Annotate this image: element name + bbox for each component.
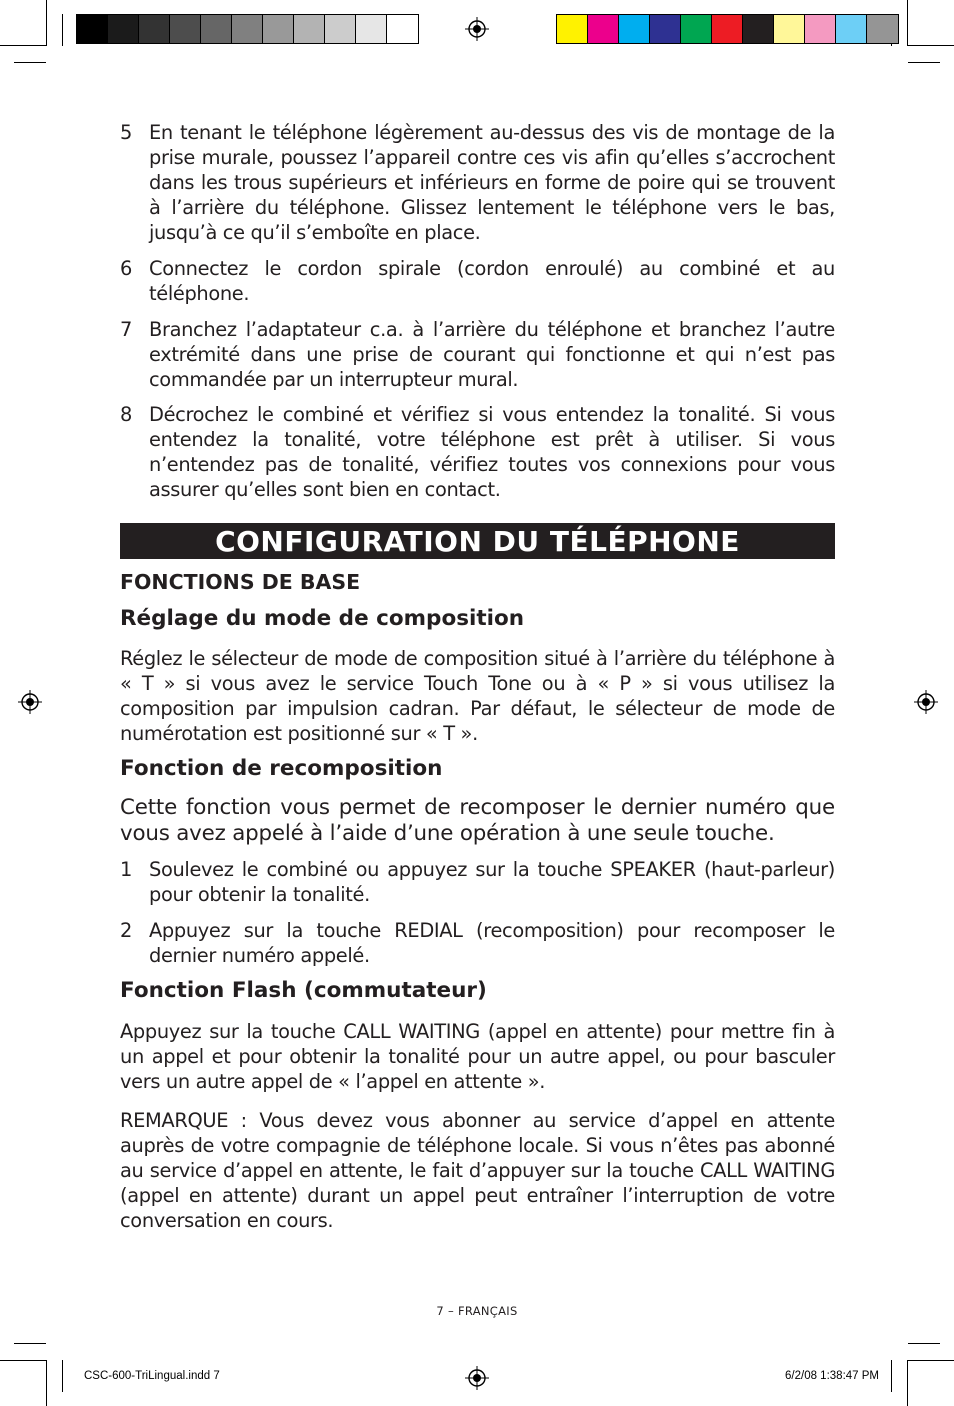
color-swatch — [774, 15, 805, 43]
color-swatch-bar — [556, 14, 899, 44]
crop-mark — [46, 1360, 47, 1406]
color-swatch — [619, 15, 650, 43]
registration-mark-icon — [18, 690, 42, 714]
crop-mark — [908, 1343, 940, 1344]
step-text: Soulevez le combiné ou appuyez sur la touche SPEAKER (haut-parleur) pour obtenir la tonalité. — [149, 858, 835, 906]
redial-heading: Fonction de recomposition — [120, 756, 443, 781]
file-slug: CSC-600-TriLingual.indd 7 — [84, 1370, 220, 1382]
step-number: 7 — [120, 318, 132, 341]
registration-mark-icon — [914, 690, 938, 714]
crop-mark — [907, 0, 908, 46]
basic-functions-heading: FONCTIONS DE BASE — [120, 570, 361, 594]
section-title-banner: CONFIGURATION DU TÉLÉPHONE — [120, 523, 835, 559]
step-text: Branchez l’adaptateur c.a. à l’arrière du téléphone et branchez l’autre extrémité dans une prise de courant qui fonctionne et qui n’est pas commandée par un interrupteur mural. — [149, 318, 835, 391]
dial-mode-paragraph: Réglez le sélecteur de mode de composition situé à l’arrière du téléphone à « T » si vous avez le service Touch Tone ou à « P » si vous utilisez la composition par impulsion cadran. Par défaut, le sélecteur de mode de numérotation est positionné sur « T ». — [120, 647, 835, 745]
color-swatch — [139, 15, 170, 43]
color-swatch — [650, 15, 681, 43]
flash-paragraph: Appuyez sur la touche CALL WAITING (appel en attente) pour mettre fin à un appel et pour obtenir la tonalité pour un autre appel, ou pour basculer vers un autre appel de « l’appel en attente ». — [120, 1020, 835, 1093]
step-number: 6 — [120, 257, 132, 280]
color-swatch — [325, 15, 356, 43]
crop-mark — [46, 0, 47, 46]
color-swatch — [77, 15, 108, 43]
list-item — [120, 402, 835, 502]
step-text: En tenant le téléphone légèrement au-dessus des vis de montage de la prise murale, poussez l’appareil contre ces vis afin qu’elles s’accrochent dans les trous supérieurs et inférieurs en forme de poire qui se trouvent à l’arrière du téléphone. Glissez lentement le téléphone vers le bas, jusqu’à ce qu’il s’emboîte en place. — [149, 121, 835, 244]
step-number: 5 — [120, 121, 132, 144]
color-swatch — [743, 15, 774, 43]
step-text: Connectez le cordon spirale (cordon enroulé) au combiné et au téléphone. — [149, 257, 835, 305]
crop-mark — [908, 45, 954, 46]
step-text: Appuyez sur la touche REDIAL (recomposition) pour recomposer le dernier numéro appelé. — [149, 919, 835, 967]
step-number: 1 — [120, 858, 132, 881]
color-swatch — [557, 15, 588, 43]
crop-mark — [62, 1360, 63, 1392]
color-swatch — [712, 15, 743, 43]
timestamp-slug: 6/2/08 1:38:47 PM — [785, 1370, 879, 1382]
color-swatch — [201, 15, 232, 43]
color-swatch — [108, 15, 139, 43]
color-swatch — [294, 15, 325, 43]
redial-intro: Cette fonction vous permet de recomposer le dernier numéro que vous avez appelé à l’aide d’une opération à une seule touche. — [120, 795, 835, 846]
color-swatch — [232, 15, 263, 43]
crop-mark — [0, 45, 46, 46]
grayscale-swatch-bar — [76, 14, 419, 44]
color-swatch — [867, 15, 898, 43]
color-swatch — [681, 15, 712, 43]
color-swatch — [356, 15, 387, 43]
color-swatch — [387, 15, 418, 43]
dial-mode-heading: Réglage du mode de composition — [120, 606, 525, 631]
list-item — [120, 256, 835, 306]
color-swatch — [263, 15, 294, 43]
crop-mark — [891, 1360, 892, 1392]
crop-mark — [908, 62, 940, 63]
list-item — [120, 120, 835, 245]
color-swatch — [836, 15, 867, 43]
registration-mark-icon — [465, 1366, 489, 1390]
color-swatch — [170, 15, 201, 43]
step-number: 2 — [120, 919, 132, 942]
list-item — [120, 857, 835, 907]
flash-note: REMARQUE : Vous devez vous abonner au service d’appel en attente auprès de votre compagnie de téléphone locale. Si vous n’êtes pas abonné au service d’appel en attente, le fait d’appuyer sur la touche CALL WAITING (appel en attente) durant un appel peut entraîner l’interruption de votre conversation en cours. — [120, 1109, 835, 1232]
crop-mark — [0, 1360, 46, 1361]
color-swatch — [805, 15, 836, 43]
color-swatch — [588, 15, 619, 43]
flash-heading: Fonction Flash (commutateur) — [120, 978, 487, 1003]
crop-mark — [14, 1343, 46, 1344]
crop-mark — [62, 14, 63, 46]
list-item — [120, 918, 835, 968]
registration-mark-icon — [465, 17, 489, 41]
crop-mark — [908, 1360, 954, 1361]
list-item — [120, 317, 835, 392]
page-number: 7 – FRANÇAIS — [436, 1304, 518, 1318]
crop-mark — [14, 62, 46, 63]
step-text: Décrochez le combiné et vérifiez si vous entendez la tonalité. Si vous entendez la tonalité, votre téléphone est prêt à utiliser. Si vous n’entendez pas de tonalité, vérifiez toutes vos connexions pour vous assurer qu’elles sont bien en contact. — [149, 403, 835, 501]
crop-mark — [907, 1360, 908, 1406]
step-number: 8 — [120, 403, 132, 426]
